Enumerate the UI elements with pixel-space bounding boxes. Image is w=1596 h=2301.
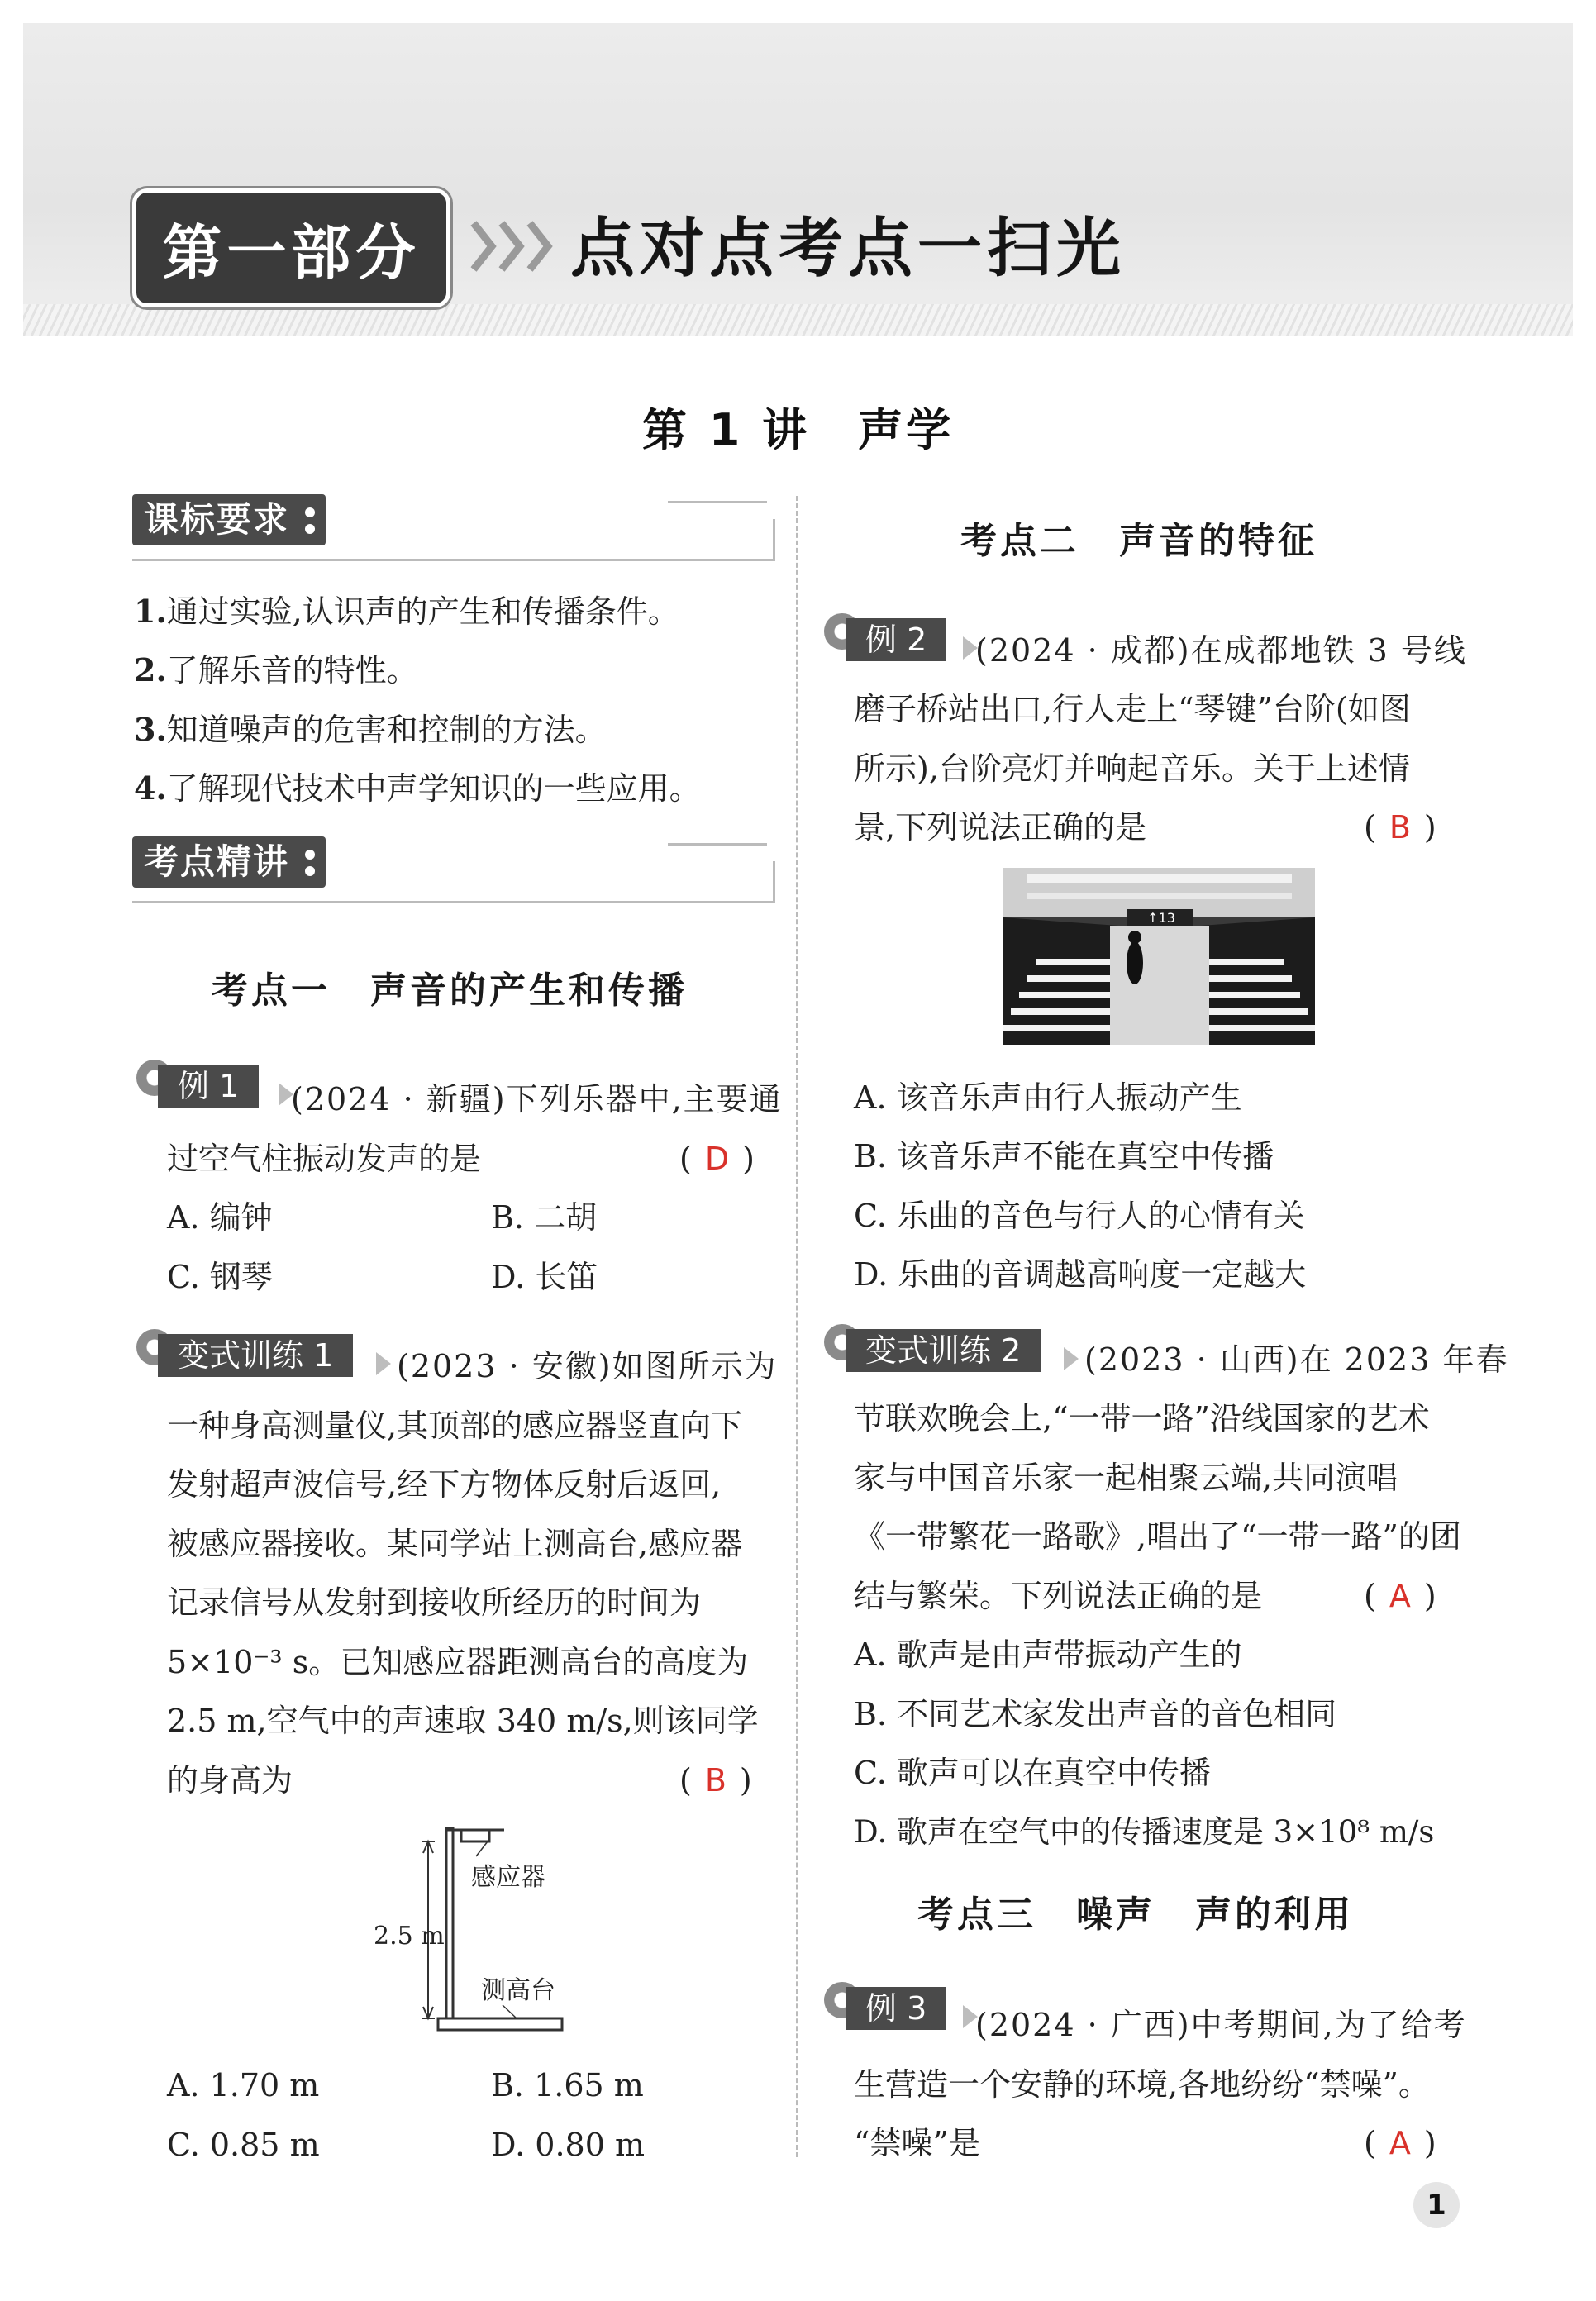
variant1-line: 5×10⁻³ s。已知感应器距测高台的高度为 [167, 1644, 749, 1680]
variant2-line: 《一带繁花一路歌》,唱出了“一带一路”的团 [854, 1518, 1461, 1555]
topic1-title: 考点一 声音的产生和传播 [212, 969, 688, 1012]
option: A. 歌声是由声带振动产生的 [854, 1636, 1242, 1673]
example1-answer: ( D ) [679, 1141, 755, 1177]
example3-label: 例 3 [846, 1987, 946, 2030]
standards-item: 1.通过实验,认识声的产生和传播条件。 [134, 593, 679, 630]
example1-tag [136, 1060, 293, 1106]
option: C. 乐曲的音色与行人的心情有关 [854, 1198, 1305, 1234]
variant2-line: 结与繁荣。下列说法正确的是 [854, 1578, 1263, 1614]
lecture-title: 第 1 讲 声学 [641, 404, 955, 456]
option: B. 1.65 m [491, 2067, 644, 2103]
option: A. 该音乐声由行人振动产生 [854, 1079, 1242, 1116]
variant2-line: 节联欢晚会上,“一带一路”沿线国家的艺术 [854, 1400, 1430, 1436]
variant1-label: 变式训练 1 [158, 1334, 353, 1377]
banner-stripes [23, 304, 1573, 336]
photo-sign: ↑13 [1147, 910, 1175, 926]
variant2-line: (2023 · 山西)在 2023 年春 [1084, 1341, 1509, 1378]
standards-item: 3.知道噪声的危害和控制的方法。 [134, 711, 607, 748]
diagram-label-sensor: 感应器 [471, 1863, 545, 1892]
standards-item: 2.了解乐音的特性。 [134, 651, 418, 688]
variant1-line: 的身高为 [167, 1762, 293, 1798]
variant1-line: 发射超声波信号,经下方物体反射后返回, [167, 1466, 722, 1503]
section-standards-label: 课标要求 [132, 494, 326, 545]
option: A. 1.70 m [167, 2067, 320, 2103]
variant1-line: 2.5 m,空气中的声速取 340 m/s,则该同学 [167, 1703, 759, 1739]
example2-line: 磨子桥站出口,行人走上“琴键”台阶(如图 [854, 691, 1411, 727]
example3-line: 生营造一个安静的环境,各地纷纷“禁噪”。 [854, 2066, 1430, 2103]
variant2-answer: ( A ) [1364, 1578, 1436, 1614]
dots-icon [298, 504, 322, 537]
option: D. 长笛 [491, 1259, 598, 1295]
section-explanation-label: 考点精讲 [132, 836, 326, 888]
page-number: 1 [1413, 2182, 1460, 2228]
variant2-tag [824, 1324, 1089, 1370]
example1-line: 过空气柱振动发声的是 [167, 1141, 482, 1177]
chevron-arrows-icon [467, 213, 562, 279]
section-standards [132, 494, 775, 557]
option: B. 该音乐声不能在真空中传播 [854, 1138, 1274, 1174]
option: B. 不同艺术家发出声音的音色相同 [854, 1696, 1337, 1732]
topic3-title: 考点三 噪声 声的利用 [917, 1894, 1354, 1936]
dots-icon [298, 846, 322, 879]
diagram-label-platform: 测高台 [481, 1976, 555, 2005]
column-divider [796, 496, 798, 2157]
standards-item: 4.了解现代技术中声学知识的一些应用。 [134, 769, 701, 807]
option: A. 编钟 [167, 1199, 273, 1236]
option: C. 歌声可以在真空中传播 [854, 1755, 1211, 1791]
example3-line: “禁噪”是 [854, 2125, 980, 2161]
part-label: 第一部分 [132, 188, 450, 307]
example2-label: 例 2 [846, 618, 946, 661]
diagram-pole [446, 1828, 453, 2018]
section-explanation [132, 836, 775, 899]
photo-illustration [1003, 868, 1315, 1045]
example2-answer: ( B ) [1364, 809, 1436, 846]
variant2-label: 变式训练 2 [846, 1329, 1041, 1372]
option: B. 二胡 [491, 1199, 598, 1236]
variant1-line: 记录信号从发射到接收所经历的时间为 [167, 1584, 702, 1621]
option: D. 歌声在空气中的传播速度是 3×10⁸ m/s [854, 1814, 1435, 1850]
topic2-title: 考点二 声音的特征 [960, 520, 1317, 562]
variant1-tag [136, 1329, 401, 1375]
variant1-line: 一种身高测量仪,其顶部的感应器竖直向下 [167, 1408, 743, 1444]
example2-line: (2024 · 成都)在成都地铁 3 号线 [975, 632, 1467, 669]
piano-stairs-photo [1003, 868, 1315, 1045]
diagram-label-height: 2.5 m [374, 1922, 445, 1951]
example2-line: 景,下列说法正确的是 [854, 809, 1147, 846]
variant2-line: 家与中国音乐家一起相聚云端,共同演唱 [854, 1460, 1398, 1496]
section-frame-cap [668, 843, 767, 867]
option: D. 0.80 m [491, 2127, 645, 2163]
example1-label: 例 1 [158, 1065, 259, 1108]
example3-answer: ( A ) [1364, 2125, 1436, 2161]
variant1-line: (2023 · 安徽)如图所示为 [397, 1348, 778, 1384]
example2-tag [824, 613, 981, 660]
variant1-line: 被感应器接收。某同学站上测高台,感应器 [167, 1526, 743, 1562]
option: C. 钢琴 [167, 1259, 273, 1295]
section-frame-cap [668, 501, 767, 525]
example3-tag [824, 1982, 981, 2028]
example2-line: 所示),台阶亮灯并响起音乐。关于上述情 [854, 750, 1410, 787]
arrow-tail-icon [1064, 1347, 1079, 1370]
example1-line: (2024 · 新疆)下列乐器中,主要通 [291, 1081, 783, 1117]
option: C. 0.85 m [167, 2127, 320, 2163]
arrow-tail-icon [376, 1352, 391, 1375]
option: D. 乐曲的音调越高响度一定越大 [854, 1256, 1307, 1293]
example3-line: (2024 · 广西)中考期间,为了给考 [975, 2007, 1467, 2043]
part-title: 点对点考点一扫光 [570, 212, 1127, 286]
diagram-sensor [461, 1830, 489, 1841]
diagram-platform [438, 2018, 562, 2030]
variant1-answer: ( B ) [679, 1762, 752, 1798]
